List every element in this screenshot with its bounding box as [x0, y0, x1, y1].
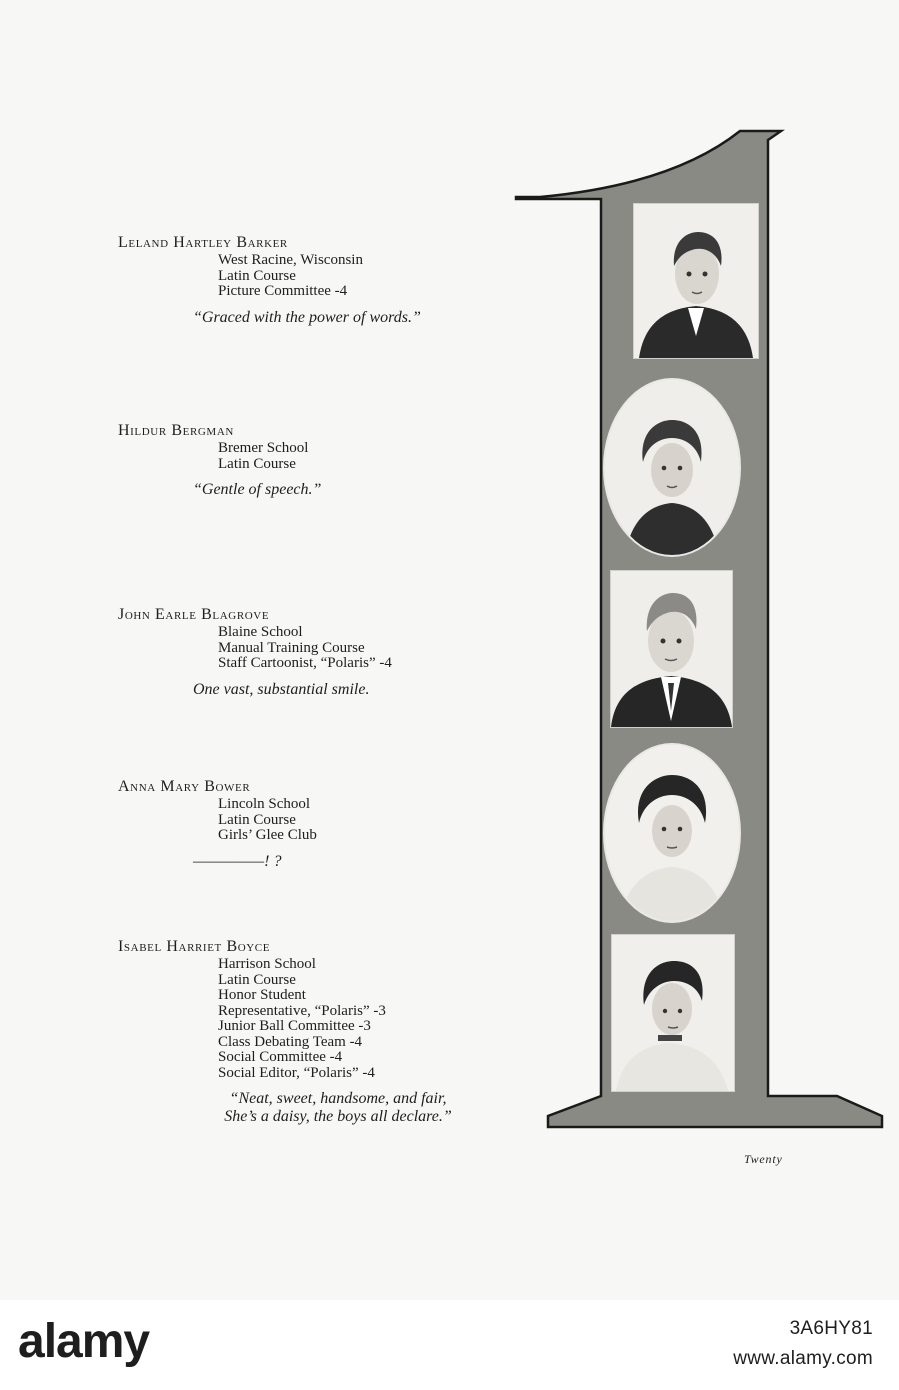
quote-line: One vast, substantial smile.	[193, 680, 370, 698]
student-quote	[118, 1090, 558, 1126]
student-entry-boyce	[118, 937, 538, 1126]
detail-line: Staff Cartoonist, “Polaris” -4	[218, 655, 392, 671]
detail-line: West Racine, Wisconsin	[218, 252, 363, 268]
watermark-footer	[0, 1300, 899, 1390]
detail-line: Junior Ball Committee -3	[218, 1018, 371, 1034]
student-details	[218, 957, 538, 1081]
detail-line: Blaine School	[218, 624, 303, 640]
detail-line: Social Committee -4	[218, 1049, 343, 1065]
detail-line: Lincoln School	[218, 796, 311, 812]
portrait-photo-bergman	[603, 378, 741, 557]
detail-line: Manual Training Course	[218, 639, 365, 656]
detail-line: Latin Course	[218, 971, 296, 988]
detail-line: Girls’ Glee Club	[218, 827, 317, 843]
student-name: John Earle Blagrove	[118, 606, 270, 623]
detail-line: Social Editor, “Polaris” -4	[218, 1064, 375, 1081]
student-details	[218, 253, 538, 300]
detail-line: Harrison School	[218, 956, 316, 972]
student-quote	[193, 481, 538, 499]
portrait-photo-bower	[603, 743, 741, 923]
detail-line: Class Debating Team -4	[218, 1033, 363, 1050]
student-name: Isabel Harriet Boyce	[118, 938, 271, 955]
portrait-photo-blagrove	[610, 570, 733, 728]
detail-line: Latin Course	[218, 811, 296, 828]
quote-line: She’s a daisy, the boys all declare.”	[224, 1108, 452, 1125]
student-name: Anna Mary Bower	[118, 778, 251, 795]
student-quote	[193, 853, 538, 871]
student-details	[218, 441, 538, 472]
student-quote	[193, 681, 538, 699]
student-name: Hildur Bergman	[118, 422, 234, 439]
student-details	[218, 797, 538, 844]
student-entry-blagrove	[118, 605, 538, 699]
student-details	[218, 625, 538, 672]
detail-line: Latin Course	[218, 267, 296, 284]
detail-line: Bremer School	[218, 440, 309, 456]
quote-line: “Gentle of speech.”	[193, 481, 322, 498]
alamy-logo: alamy	[18, 1315, 150, 1368]
detail-line: Latin Course	[218, 455, 296, 472]
quote-line: “Neat, sweet, handsome, and fair,	[229, 1090, 447, 1107]
detail-line: Honor Student	[218, 987, 306, 1003]
detail-line: Picture Committee -4	[218, 283, 348, 299]
student-entry-bower	[118, 777, 538, 871]
student-entry-bergman	[118, 421, 538, 499]
student-quote	[193, 309, 538, 327]
portrait-photo-boyce	[611, 934, 735, 1092]
quote-line: “Graced with the power of words.”	[193, 308, 421, 326]
student-entry-barker	[118, 233, 538, 327]
source-url: www.alamy.com	[733, 1348, 873, 1369]
detail-line: Representative, “Polaris” -3	[218, 1002, 386, 1019]
page-number: Twenty	[744, 1152, 783, 1166]
quote-line: —————! ?	[193, 852, 282, 870]
image-id: 3A6HY81	[789, 1318, 873, 1339]
student-name: Leland Hartley Barker	[118, 234, 288, 251]
portrait-photo-barker	[633, 203, 759, 359]
